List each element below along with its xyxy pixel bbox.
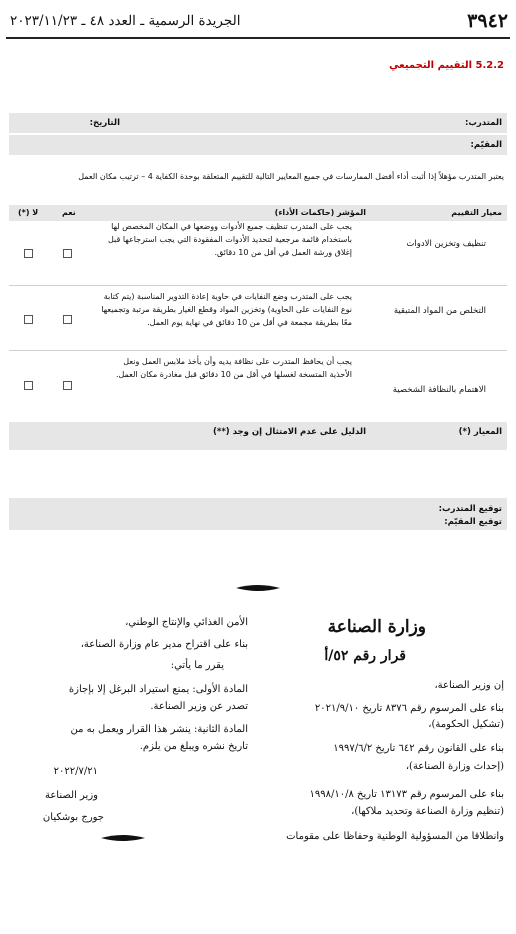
criterion-2: التخلص من المواد المتبقية: [393, 306, 486, 316]
col-no: لا (*): [18, 208, 39, 217]
decree-text-line: يقرر ما يأتي:: [170, 660, 224, 671]
gazette-header-title: الجريدة الرسمية ـ العدد ٤٨ ـ ٢٠٢٣/١١/٢٣: [10, 13, 241, 29]
trainee-signature-label: توقيع المتدرب:: [438, 504, 502, 514]
col-criterion: معيار التقييم: [451, 208, 502, 217]
decree-number: قرار رقم ٥٢/أ: [324, 648, 406, 664]
decree-text-line: إن وزير الصناعة،: [434, 680, 504, 691]
date-label: التاريخ:: [89, 118, 120, 128]
assessor-label: المقيّم:: [470, 140, 502, 150]
guide-3-line: الأحذية المتسخة لغسلها في أقل من 10 دقائق قبل مغادرة مكان العمل.: [115, 370, 352, 379]
decree-date: ٢٠٢٢/٧/٢١: [53, 766, 98, 777]
criterion-1: تنظيف وتخزين الادوات: [406, 239, 486, 249]
header-rule: [6, 37, 510, 39]
evidence-label: الدليل على عدم الامتثال إن وجد (**): [213, 427, 366, 437]
decree-text-line: بناء على المرسوم رقم ٨٣٧٦ تاريخ ٢٠٢١/٩/١٠: [314, 703, 504, 714]
yes-checkbox-2[interactable]: [63, 315, 72, 324]
trainee-label: المتدرب:: [464, 118, 502, 128]
guide-3: [90, 355, 352, 381]
decree-text-line: تاريخ نشره ويبلغ من يلزم.: [139, 741, 248, 752]
standard-label: المعيار (*): [458, 427, 502, 437]
assessment-intro: يعتبر المتدرب مؤهلاً إذا أثبت أداء أفضل الممارسات في جميع المعايير التالية للتقييم المتعلقة بوحدة الكفاية 4 – ترتيب مكان العمل: [78, 172, 504, 181]
minister-name: جورج بوشكيان: [42, 812, 104, 823]
decree-text-line: بناء على القانون رقم ٦٤٢ تاريخ ١٩٩٧/٦/٢: [333, 743, 504, 754]
decree-text-line: (تشكيل الحكومة)،: [428, 719, 504, 730]
guide-2-line: معًا بطريقة مجمعة في أقل من 10 دقائق في نهاية يوم العمل.: [147, 318, 352, 327]
guide-3-line: يجب أن يحافظ المتدرب على نظافة يديه وأن يأخذ ملابس العمل ونعل: [123, 357, 352, 366]
guide-1-line: يجب على المتدرب تنظيف جميع الأدوات ووضعها في المكان المخصص لها: [111, 222, 352, 231]
assessor-signature-label: توقيع المقيّم:: [444, 517, 502, 527]
no-checkbox-1[interactable]: [24, 249, 33, 258]
yes-checkbox-3[interactable]: [63, 381, 72, 390]
decree-text-line: تصدر عن وزير الصناعة.: [150, 701, 248, 712]
no-checkbox-3[interactable]: [24, 381, 33, 390]
decree-article-one: المادة الأولى: يمنع استيراد البرغل إلا بإجازة: [68, 684, 248, 695]
page-number: ٣٩٤٢: [467, 10, 508, 32]
assessor-band: [9, 135, 507, 155]
table-header: [9, 205, 507, 221]
ornament-divider-icon: [93, 834, 153, 842]
section-title: 5.2.2 التقييم التجميعي: [389, 60, 504, 71]
signature-band: [9, 498, 507, 530]
trainee-date-band: [9, 113, 507, 133]
criterion-3: الاهتمام بالنظافة الشخصية: [392, 385, 486, 395]
minister-title: وزير الصناعة: [44, 790, 98, 801]
yes-checkbox-1[interactable]: [63, 249, 72, 258]
decree-article-two: المادة الثانية: ينشر هذا القرار ويعمل به من: [70, 724, 248, 735]
row-divider: [9, 350, 507, 351]
col-yes: نعم: [62, 208, 76, 217]
ornament-divider-icon: [236, 584, 280, 592]
decree-text-line: الأمن الغذائي والإنتاج الوطني،: [125, 617, 248, 628]
guide-1-line: إغلاق ورشة العمل في أقل من 10 دقائق.: [214, 248, 352, 257]
decree-text-line: وانطلاقا من المسؤولية الوطنية وحفاظا على مقومات: [286, 831, 504, 842]
decree-text-line: (إحداث وزارة الصناعة)،: [405, 761, 504, 772]
col-guide: المؤشر (حاكمات الأداء): [274, 208, 366, 217]
guide-2-line: نوع النفايات على الحاوية) وتخزين المواد وقطع الغيار بطريقة مرتبة وتجميعها: [101, 305, 352, 314]
ministry-title: وزارة الصناعة: [327, 617, 426, 637]
decree-text-line: بناء على اقتراح مدير عام وزارة الصناعة،: [80, 639, 248, 650]
no-checkbox-2[interactable]: [24, 315, 33, 324]
row-divider: [9, 285, 507, 286]
decree-text-line: بناء على المرسوم رقم ١٣١٧٣ تاريخ ١٩٩٨/١٠/٨: [309, 789, 504, 800]
decree-text-line: (تنظيم وزارة الصناعة وتحديد ملاكها)،: [351, 806, 504, 817]
guide-2: [90, 290, 352, 329]
guide-1: [90, 220, 352, 259]
guide-2-line: يجب على المتدرب وضع النفايات في حاوية إعادة التدوير المناسبة (يتم كتابة: [103, 292, 352, 301]
guide-1-line: باستخدام قائمة مرجعية لتحديد الأدوات المفقودة التي يجب استرجاعها قبل: [107, 235, 352, 244]
